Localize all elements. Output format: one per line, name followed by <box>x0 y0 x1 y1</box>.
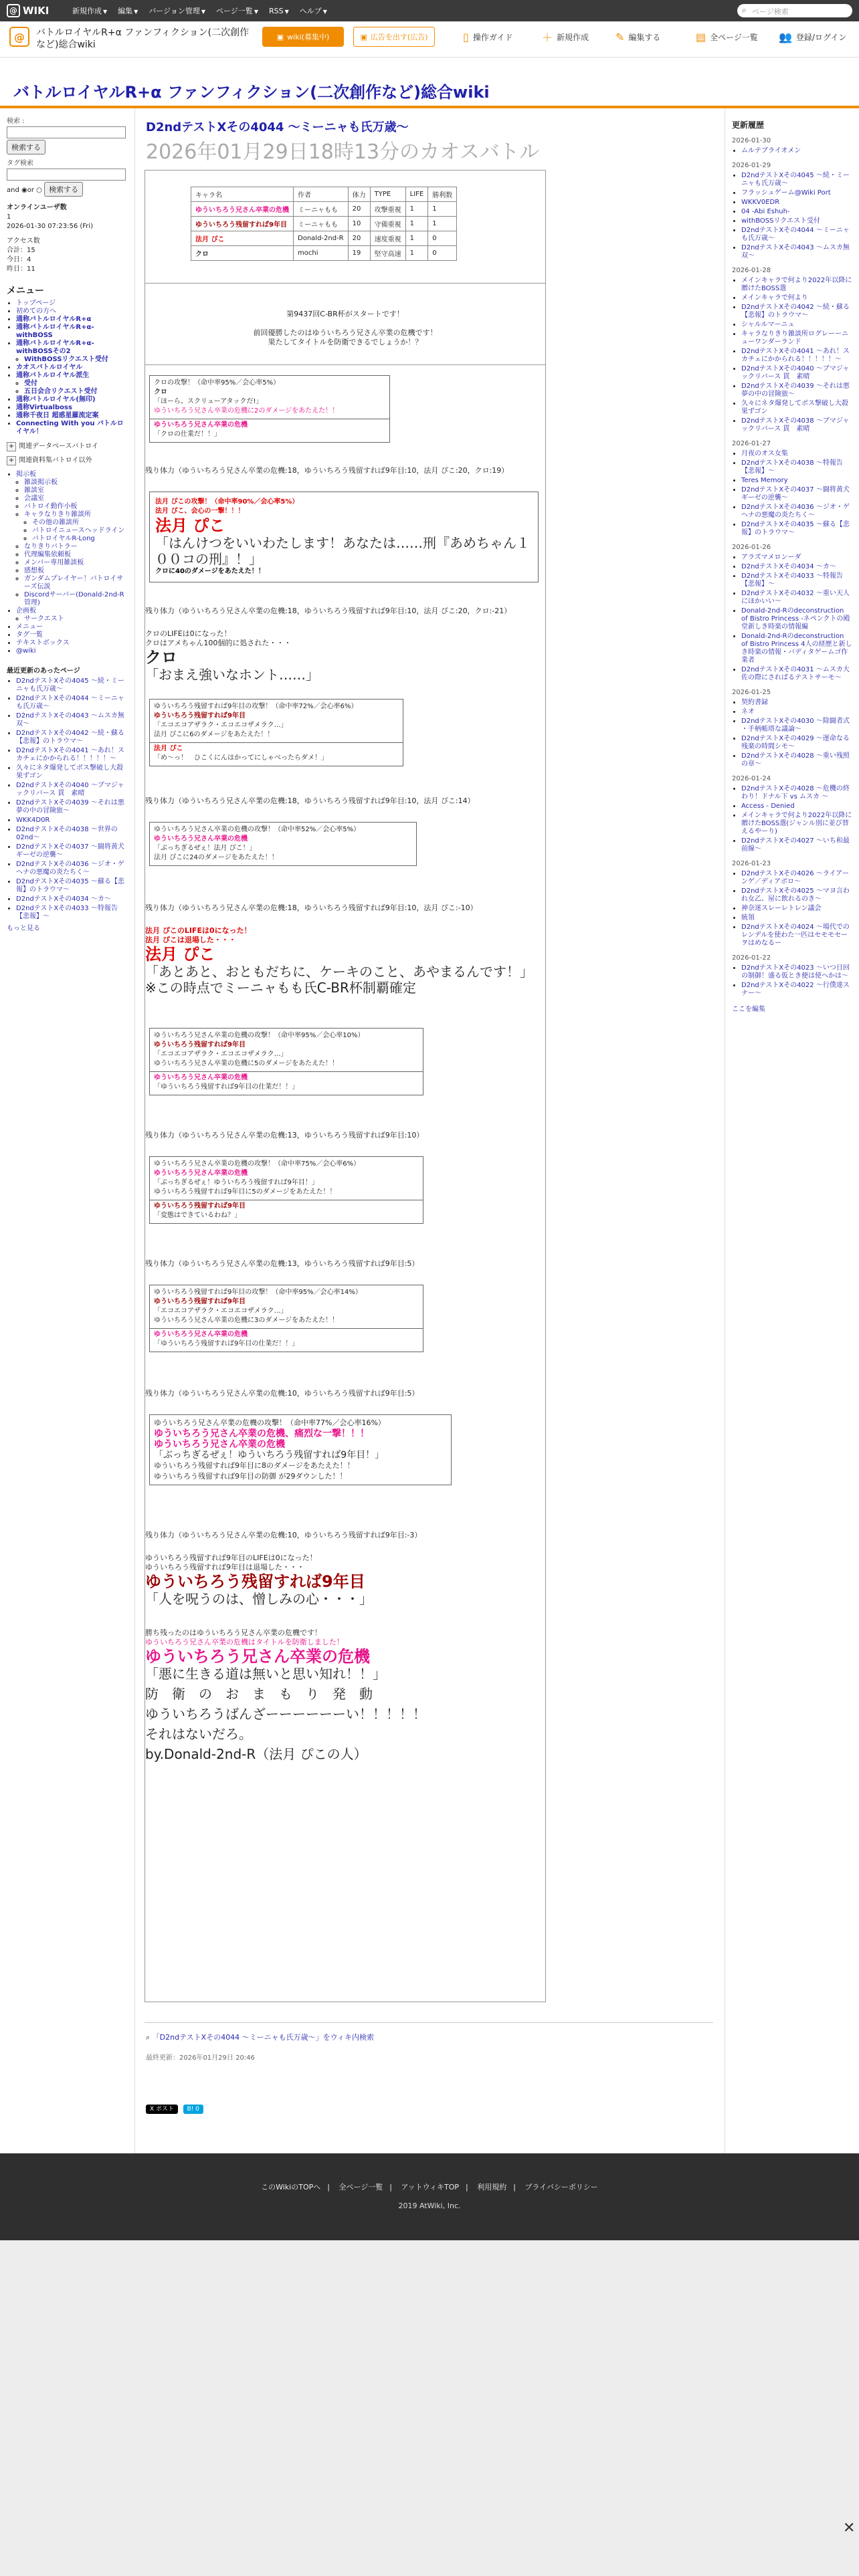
table-row: ゆういちろう兄さん卒業の危機 ミーニャもも 20 攻撃重視 1 1 <box>191 202 457 217</box>
table-row: ゆういちろう残留すれば9年目 ミーニャもも 10 守備重視 1 1 <box>191 217 457 231</box>
history-item[interactable]: • キャラなりきり雑談所ログレーーニューワンダーランド <box>741 330 852 346</box>
document-icon: ▤ <box>696 30 706 43</box>
left-sidebar <box>0 108 135 2153</box>
history-list <box>732 172 852 260</box>
menu-item[interactable]: ◦ 感想板 <box>24 567 128 575</box>
table-row: クロ mochi 19 堅守高速 1 0 <box>191 246 457 261</box>
menu-list <box>7 300 128 436</box>
recent-item[interactable]: • D2ndテストXその4035 〜蘇る【悲報】のトラウマ〜 <box>16 878 128 894</box>
table-header: キャラ名 作者 体力 TYPE LIFE 勝利数 <box>191 187 457 202</box>
menu-item[interactable]: ◦ その他の雑談所 <box>32 519 128 527</box>
copyright: 2019 AtWiki, Inc. <box>398 2202 461 2210</box>
menu-item[interactable]: ◦ キャラなりきり雑談所 ◦ その他の雑談所 ◦ バトロイニュースヘッドライン ◦ バトロイヤルR-Long <box>24 511 128 543</box>
attack-box: ゆういちろう兄さん卒業の危機の攻撃！（命中率75%／会心率6%） ゆういちろう兄さん卒業の危機 「ぶっちぎるぜぇ！ゆういちろう残留すれば9年目！」 ゆういちろう残留すれば9年目に5のダメージをあたえた！！ ゆういちろう残留すれば9年目 「変態はできているわね？」 <box>149 1156 423 1224</box>
recent-title: 最近更新のあったページ <box>7 667 80 675</box>
menu-item[interactable]: • メニュー <box>16 623 128 631</box>
history-item[interactable]: • D2ndテストXその4028 〜重い残照の章〜 <box>741 752 852 768</box>
online-title: オンラインユーザ数 <box>7 204 67 211</box>
attack-box: ゆういちろう兄さん卒業の危機の攻撃！（命中率77%／会心率16%） ゆういちろう兄さん卒業の危機、痛烈な一撃！！！ ゆういちろう兄さん卒業の危機 「ぶっちぎるぜぇ！ゆういちろう残留すれば9年目！」 ゆういちろう残留すれば9年目に8のダメージをあたえた！！ ゆういちろう残留すれば9年目の防御 が29ダウンした！！ <box>149 1414 452 1485</box>
menu-item[interactable]: ◦ 代理編集依頼板 <box>24 551 128 559</box>
access-today: 今日：4 <box>7 256 31 263</box>
history-list <box>732 147 852 155</box>
site-header <box>0 21 859 58</box>
radio-or[interactable]: ◉ <box>21 187 27 194</box>
history-item[interactable]: • メインキャラで何より <box>741 294 852 302</box>
menu-item[interactable]: • @wiki <box>16 647 128 655</box>
menu-item[interactable]: • 通称千夜日 超惑星羅流定案 <box>16 412 128 420</box>
ad-button[interactable]: ▣ 広告を出す(広告) <box>353 27 435 47</box>
history-item[interactable]: • 統領 <box>741 914 852 922</box>
recent-item[interactable]: • D2ndテストXその4036 〜ジオ・ゲヘナの悪魔の炎たちく〜 <box>16 861 128 877</box>
history-item[interactable]: • D2ndテストXその4038 〜ブマジャックリバース 貫 素晴 <box>741 417 852 433</box>
wiki-title-bar <box>0 58 859 108</box>
history-item[interactable]: • 04 -Abi Eshuh- <box>741 208 852 216</box>
search-button[interactable]: 検索する <box>7 140 45 154</box>
recent-item[interactable]: • D2ndテストXその4044 〜ミーニャも氏万歳〜 <box>16 695 128 711</box>
menu-item[interactable]: ◦ 会議室 <box>24 495 128 503</box>
history-item[interactable]: • D2ndテストXその4032 〜重い天人にほかいい〜 <box>741 590 852 606</box>
share-row <box>146 2104 203 2114</box>
recent-item[interactable]: • D2ndテストXその4038 〜世界の02nd〜 <box>16 826 128 842</box>
history-item[interactable]: • D2ndテストXその4042 〜続・蘇る【悲報】のトラウマ〜 <box>741 304 852 320</box>
at-icon: @ <box>7 4 20 17</box>
menu-item[interactable]: ◦ 受付 <box>24 380 128 388</box>
history-date: 2026-01-25 <box>732 689 771 696</box>
tag-search-input[interactable] <box>7 169 126 181</box>
history-list <box>732 964 852 998</box>
recent-item[interactable]: • D2ndテストXその4041 〜あれ！スカチェにかかられる！！！！！〜 <box>16 747 128 763</box>
history-item[interactable]: • Donald-2nd-Rのdeconstruction of Bistro Princess 4人の経歴と新しき時楽の情報・バディタゲームゴ作業者 <box>741 633 852 665</box>
menu-item[interactable]: • Connecting With you バトルロイヤル！ <box>16 420 128 436</box>
history-item[interactable]: • D2ndテストXその4034 〜カ〜 <box>741 563 852 571</box>
footer-link-terms[interactable]: 利用規約 <box>477 2183 507 2191</box>
history-item[interactable]: • D2ndテストXその4022 〜行僕達スナー〜 <box>741 982 852 998</box>
history-item[interactable]: • D2ndテストXその4029 〜運命なる残楽の時間シモ〜 <box>741 735 852 751</box>
recent-list <box>7 677 128 921</box>
history-item[interactable]: • D2ndテストXその4037 〜闘将黄犬ギーゼの逆襲〜 <box>741 486 852 502</box>
history-date: 2026-01-22 <box>732 954 771 962</box>
footer-link-top[interactable]: このWikiのTOPへ <box>261 2183 321 2191</box>
menu-item[interactable]: • タグ一覧 <box>16 631 128 639</box>
history-item[interactable]: • 月夜のオス女集 <box>741 450 852 458</box>
last-updated: 最終更新：2026年01月29日 20:46 <box>146 2054 255 2062</box>
menu-item[interactable]: • 通称Virtualboss <box>16 404 128 412</box>
menu-item[interactable]: ◦ メンバー専用雑談板 <box>24 559 128 567</box>
recent-item[interactable]: • D2ndテストXその4040 〜ブマジャックリバース 貫 素晴 <box>16 782 128 798</box>
menu-new[interactable]: 新規作成 ▼ <box>72 7 108 15</box>
attack-box: ゆういちろう兄さん卒業の危機の攻撃！（命中率52%／会心率5%） ゆういちろう兄さん卒業の危機 「ぶっちぎるぜぇ！法月 ぴこ！」 法月 ぴこに24のダメージをあたえた！！ <box>149 822 417 866</box>
recent-item[interactable]: • 久々にネタ爆発してボス撃破し大殺果ずゴン <box>16 764 128 780</box>
menu-item[interactable]: ◦ 雑談室 <box>24 487 128 495</box>
new-page-button[interactable]: ＋ 新規作成 <box>542 27 589 47</box>
defeat-block: クロのLIFEは0になった！ クロはアメちゃん100個的に処された・・・ クロ 「おまえ強いなホント……」 <box>145 629 319 683</box>
history-title: 更新履歴 <box>732 120 765 130</box>
menu-item[interactable]: ◦ Discordサーバー(Donald-2nd-R管理) <box>24 591 128 607</box>
history-item[interactable]: • D2ndテストXその4035 〜蘇る【悲報】のトラウマ〜 <box>741 521 852 537</box>
guide-button[interactable]: ▯ 操作ガイド <box>463 30 513 43</box>
article-title: D2ndテストXその4044 〜ミーニャも氏万歳〜 <box>146 120 409 134</box>
history-list <box>732 277 852 433</box>
history-item[interactable]: • アラズマメロンーダ <box>741 554 852 562</box>
history-item[interactable]: • D2ndテストXその4040 〜ブマジャックリバース 貫 素晴 <box>741 365 852 381</box>
article-date: 2026年01月29日18時13分のカオスバトル <box>146 140 540 164</box>
access-total: 合計：15 <box>7 247 35 254</box>
tag-search-button[interactable]: 検索する <box>44 182 83 197</box>
defeat-block: 法月 ぴこのLIFEは0になった！ 法月 ぴこは退場した・・・ 法月 ぴこ 「あとあと、おともだちに、ケーキのこと、あやまるんです！」 ※この時点でミーニャもも氏C-BR杯制覇確定 <box>145 926 533 996</box>
and-or-row: and ◉or ○ 検索する <box>7 182 128 197</box>
history-list <box>732 554 852 682</box>
history-item[interactable]: • Access - Denied <box>741 802 852 811</box>
more-link[interactable]: もっと見る <box>7 925 40 932</box>
hp-line: 残り体力（ゆういちろう兄さん卒業の危機:18，ゆういちろう残留すれば9年目:10，法月 ぴこ:20，クロ:19） <box>145 466 509 475</box>
history-item[interactable]: • 久々にネタ爆発してボス撃破し大殺果ずゴン <box>741 400 852 416</box>
menu-version[interactable]: バージョン管理 ▼ <box>149 7 206 15</box>
site-logo-icon[interactable]: @ <box>9 27 29 47</box>
recent-item[interactable]: • D2ndテストXその4043 〜ムスカ無双〜 <box>16 712 128 728</box>
menu-item[interactable]: • 掲示板 ◦ 雑談掲示板 ◦ 雑談室 ◦ 会議室 ◦ バトロイ動作小板 ◦ キャラなりきり雑談所 ◦ その他の雑談所 ◦ バトロイニュースヘッドライン ◦ バトロイヤルR-Long ◦ なりきりバトラー ◦ 代理編集依頼板 ◦ メンバー専用雑談板 ◦ 感想板 ◦ ガンダムプレイヤー！バトロイサーズ伝説 ◦ Discordサーバー(Donald-2nd-R管理) <box>16 471 128 607</box>
history-item[interactable]: • シャルルマーニュ <box>741 321 852 329</box>
history-item[interactable]: • D2ndテストXその4030 〜除闘者式 ・手柄帳塔な議論〜 <box>741 718 852 734</box>
hp-line: 残り体力（ゆういちろう兄さん卒業の危機:18，ゆういちろう残留すれば9年目:10，法月 ぴこ:20，クロ:-21） <box>145 607 512 615</box>
history-item[interactable]: • 契約書録 <box>741 699 852 707</box>
history-date: 2026-01-26 <box>732 544 771 551</box>
table-row: 法月 ぴこ Donald-2nd-R 20 速度重視 1 0 <box>191 231 457 246</box>
footer <box>0 2153 859 2240</box>
history-item[interactable]: • D2ndテストXその4043 〜ムスカ無双〜 <box>741 244 852 260</box>
menu-item[interactable]: ◦ 五日会合リクエスト受付 <box>24 388 128 396</box>
chevron-down-icon: ▼ <box>134 9 138 15</box>
history-item[interactable]: • D2ndテストXその4024 〜場代でのレンデルを使わた一匹はセモモセーヲはめなるー <box>741 924 852 948</box>
history-item[interactable]: • D2ndテストXその4028 〜危機の終わり！ドナル下 vs ムスカ 〜 <box>741 785 852 801</box>
recent-item[interactable]: • D2ndテストXその4039 〜それは悪夢の中の冒険旅〜 <box>16 799 128 815</box>
menu-item[interactable]: ◦ 雑談掲示板 <box>24 479 128 487</box>
menu-help[interactable]: ヘルプ ▼ <box>299 7 327 15</box>
history-groups <box>732 137 852 998</box>
history-item[interactable]: • withBOSSリクエスト受付 <box>741 217 852 225</box>
history-item[interactable]: • D2ndテストXその4041 〜あれ！スカチェにかかられる！！！！！〜 <box>741 348 852 364</box>
history-item[interactable]: • Donald-2nd-Rのdeconstruction of Bistro Princess -ネペンクトの殿堂新しき時楽の情報編 <box>741 607 852 631</box>
login-button[interactable]: 👥 登録/ログイン <box>779 30 847 43</box>
history-item[interactable]: • D2ndテストXその4038 〜特報告【悲報】〜 <box>741 459 852 475</box>
history-item[interactable]: • D2ndテストXその4026 〜ライアーンゲ／ディアボロ〜 <box>741 870 852 886</box>
history-list <box>732 870 852 948</box>
hp-line: 残り体力（ゆういちろう兄さん卒業の危機:10，ゆういちろう残留すれば9年目:-3） <box>145 1531 422 1539</box>
menu-item[interactable]: ◦ WithBOSSリクエスト受付 <box>24 356 128 364</box>
recent-item[interactable]: • D2ndテストXその4034 〜カ〜 <box>16 895 128 903</box>
online-date: 2026-01-30 07:23:56 (Fri) <box>7 223 94 230</box>
wiki-title[interactable]: バトルロイヤルR+α ファンフィクション(二次創作など)総合wiki <box>13 83 490 102</box>
recent-item[interactable]: • D2ndテストXその4037 〜闘将黄犬ギーゼの逆襲〜 <box>16 843 128 859</box>
wiki-search-link[interactable]: ⌕ 「D2ndテストXその4044 〜ミーニャも氏万歳〜」をウィキ内検索 <box>146 2033 375 2042</box>
history-date: 2026-01-29 <box>732 162 771 169</box>
history-list <box>732 785 852 853</box>
footer-link-privacy[interactable]: プライバシーポリシー <box>524 2183 598 2191</box>
sub-doc-toggle[interactable]: + 関連資料集バトロイ以外 <box>7 454 128 465</box>
online-count: 1 <box>7 213 11 221</box>
history-item[interactable]: • フラッシュゲーム@Wiki Port <box>741 189 852 197</box>
menu-item[interactable]: ◦ バトロイニュースヘッドライン <box>32 527 128 535</box>
history-item[interactable]: • D2ndテストXその4045 〜続・ミーニャも氏万歳〜 <box>741 172 852 188</box>
menu-item[interactable]: • 通称バトルロイヤル(無印) <box>16 396 128 404</box>
edit-button[interactable]: ✎ 編集する <box>615 30 661 43</box>
attack-box: ゆういちろう残留すれば9年目の攻撃！（命中率72%／会心率6%） ゆういちろう残留すれば9年目 「エコエコアザラク・エコエコザメラク…」 法月 ぴこに6のダメージをあたえた！！ 法月 ぴこ 「め〜っ！ ひこくにんはかってにしゃべったらダメ！」 <box>149 699 403 766</box>
menu-item[interactable]: ◦ なりきりバトラー <box>24 543 128 551</box>
menu-item[interactable]: • カオスバトルロイヤル <box>16 364 128 372</box>
ad-icon: ▣ <box>360 32 367 41</box>
menu-item[interactable]: ◦ サークエスト <box>24 615 128 623</box>
history-item[interactable]: • Teres Memory <box>741 477 852 485</box>
x-post-button[interactable]: X ポスト <box>146 2105 178 2114</box>
history-date: 2026-01-30 <box>732 137 771 144</box>
tag-search-label: タグ検索 <box>7 160 33 167</box>
history-item[interactable]: • ネオ <box>741 708 852 716</box>
page-search-input[interactable]: ⌕ ページ検索 <box>737 4 852 17</box>
site-name[interactable]: バトルロイヤルR+α ファンフィクション(二次創作など)総合wiki <box>36 27 250 50</box>
history-item[interactable]: • WKKV0EDR <box>741 199 852 207</box>
footer-link-atwiki[interactable]: アットウィキTOP <box>401 2183 460 2191</box>
hp-line: 残り体力（ゆういちろう兄さん卒業の危機:10，ゆういちろう残留すれば9年目:5） <box>145 1389 419 1398</box>
all-pages-button[interactable]: ▤ 全ページ一覧 <box>696 30 758 43</box>
history-item[interactable]: • ムルテブライオメン <box>741 147 852 155</box>
right-sidebar <box>725 108 859 2153</box>
hp-line: 残り体力（ゆういちろう兄さん卒業の危機:18，ゆういちろう残留すれば9年目:10，法月 ぴこ:14） <box>145 796 475 805</box>
radio-and[interactable]: ○ <box>36 187 42 194</box>
main-content <box>135 108 725 2153</box>
atwiki-logo[interactable]: @ WIKI <box>7 4 49 17</box>
search-label: 検索 : <box>7 118 25 125</box>
history-date: 2026-01-27 <box>732 440 771 447</box>
search-icon: ⌕ <box>146 2033 153 2042</box>
battle-log <box>145 170 546 2002</box>
plus-icon: + <box>7 456 16 465</box>
footer-links: このWikiのTOPへ | 全ページ一覧 | アットウィキTOP | 利用規約 | プライバシーポリシー <box>261 2183 598 2191</box>
history-item[interactable]: • D2ndテストXその4039 〜それは悪夢の中の冒険旅〜 <box>741 383 852 399</box>
footer-link-pages[interactable]: 全ページ一覧 <box>339 2183 383 2191</box>
menu-item[interactable]: • テキストボックス <box>16 639 128 647</box>
edit-here-link[interactable]: ここを編集 <box>732 1006 765 1013</box>
menu-item[interactable]: ◦ ガンダムプレイヤー！バトロイサーズ伝説 <box>24 575 128 591</box>
book-icon: ▯ <box>463 30 469 43</box>
menu-edit[interactable]: 編集 ▼ <box>118 7 138 15</box>
close-icon[interactable]: ✕ <box>843 2520 856 2537</box>
attack-box: クロの攻撃！（命中率95%／会心率5%） クロ 「ほーら、スクリューアタックだ!」 ゆういちろう兄さん卒業の危機に2のダメージをあたえた！！ ゆういちろう兄さん卒業の危機 「クロの仕業だ！！」 <box>149 375 390 443</box>
history-item[interactable]: • D2ndテストXその4044 〜ミーニャも氏万歳〜 <box>741 227 852 243</box>
board-list <box>7 471 128 655</box>
plus-icon: ＋ <box>542 31 553 44</box>
history-item[interactable]: • D2ndテストXその4027 〜いち和最前線〜 <box>741 837 852 853</box>
menu-item[interactable]: ◦ バトロイ動作小板 <box>24 503 128 511</box>
history-date: 2026-01-23 <box>732 860 771 867</box>
entry-table <box>191 187 457 261</box>
wiki-icon: ▣ <box>276 32 284 41</box>
menu-pages[interactable]: ページ一覧 ▼ <box>216 7 258 15</box>
history-item[interactable]: • D2ndテストXその4033 〜特報告【悲報】〜 <box>741 572 852 588</box>
history-list <box>732 450 852 537</box>
menu-title: メニュー <box>7 286 44 296</box>
menu-item[interactable]: • トップページ <box>16 300 128 308</box>
menu-item[interactable]: • 企画板 ◦ サークエスト <box>16 607 128 623</box>
history-item[interactable]: • D2ndテストXその4031 〜ムスカ大佐の際にさればるテストサーモ〜 <box>741 666 852 682</box>
attack-box: ゆういちろう残留すれば9年目の攻撃！（命中率95%／会心率14%） ゆういちろう残留すれば9年目 「エコエコアザラク・エコエコザメラク…」 ゆういちろう兄さん卒業の危機に3のダメージをあたえた！！ ゆういちろう兄さん卒業の危機 「ゆういちろう残留すれば9年目の仕業だ！！」 <box>149 1285 423 1352</box>
menu-item[interactable]: • 通称バトルロイヤル派生 ◦ 受付 ◦ 五日会合リクエスト受付 <box>16 372 128 396</box>
history-date: 2026-01-24 <box>732 775 771 782</box>
pencil-icon: ✎ <box>615 30 625 43</box>
sub-db-toggle[interactable]: + 関連データベースバトロイ <box>7 440 128 451</box>
chevron-down-icon: ▼ <box>284 8 289 15</box>
recent-item[interactable]: • D2ndテストXその4033 〜特報告【悲報】〜 <box>16 905 128 921</box>
chevron-down-icon: ▼ <box>254 9 258 15</box>
plus-icon: + <box>7 442 16 451</box>
history-date: 2026-01-28 <box>732 267 771 274</box>
history-item[interactable]: • メインキャラで何より2022年以降に贈けたBOSS選 <box>741 277 852 293</box>
menu-item[interactable]: • 通称バトルロイヤルR+α-withBOSSその2 ◦ WithBOSSリクエスト受付 <box>16 340 128 364</box>
recent-item[interactable]: • D2ndテストXその4042 〜続・蘇る【悲報】のトラウマ〜 <box>16 730 128 746</box>
menu-item[interactable]: • 通称バトルロイヤルR+α <box>16 316 128 324</box>
history-item[interactable]: • D2ndテストXその4036 〜ジオ・ゲヘナの悪魔の炎たちく〜 <box>741 504 852 520</box>
intro: 第9437回C-BR杯がスタートです！ 前回優勝したのはゆういちろう兄さん卒業の危機です！ 果たしてタイトルを防衛できるでしょうか！？ <box>253 310 438 346</box>
chevron-down-icon: ▼ <box>322 9 327 15</box>
attack-box: ゆういちろう兄さん卒業の危機の攻撃！（命中率95%／会心率10%） ゆういちろう残留すれば9年目 「エコエコアザラク・エコエコザメラク…」 ゆういちろう兄さん卒業の危機に5のダメージをあたえた！！ ゆういちろう兄さん卒業の危機 「ゆういちろう残留すれば9年目の仕業だ！！」 <box>149 1028 423 1095</box>
hp-line: 残り体力（ゆういちろう兄さん卒業の危機:18，ゆういちろう残留すれば9年目:10，法月 ぴこ:-10） <box>145 903 478 912</box>
menu-rss[interactable]: RSS ▼ <box>268 6 289 15</box>
history-item[interactable]: • 神奈迷スレーレトレン議会 <box>741 905 852 913</box>
recent-item[interactable]: • D2ndテストXその4045 〜続・ミーニャも氏万歳〜 <box>16 677 128 693</box>
menu-item[interactable]: ◦ バトロイヤルR-Long <box>32 535 128 543</box>
wiki-recruit-button[interactable]: ▣ wiki(募集中) <box>262 27 344 47</box>
winner-block: 勝ち残ったのはゆういちろう兄さん卒業の危機です！ ゆういちろう兄さん卒業の危機はタイトルを防衛しました！ ゆういちろう兄さん卒業の危機 「悪に生きる道は無いと思い知れ！！」 防 衛 の お ま も り 発 動 ゆういちろうばんざーーーーーーい！！！！！ それはないだろ。 by.Donald-2nd-R（法月 ぴこの人） <box>145 1628 426 1762</box>
hatena-button[interactable]: B! 0 <box>183 2105 203 2114</box>
access-yesterday: 昨日：11 <box>7 265 35 273</box>
attack-box: 法月 ぴこの攻撃！（命中率90%／会心率5%） 法月 ぴこ、会心の一撃！！！ 法月 ぴこ 「はんけつをいいわたします！あなたは……刑『あめちゃん１００コの刑』！」 クロに40のダメージをあたえた！！ <box>149 492 539 582</box>
hp-line: 残り体力（ゆういちろう兄さん卒業の危機:13，ゆういちろう残留すれば9年目:5） <box>145 1259 419 1268</box>
menu-item[interactable]: • 初めての方へ <box>16 308 128 316</box>
history-list <box>732 699 852 768</box>
chevron-down-icon: ▼ <box>201 9 206 15</box>
history-item[interactable]: • メインキャラで何より2022年以降に贈けたBOSS選(ジャンル別に並び替えるやーり) <box>741 812 852 836</box>
chevron-down-icon: ▼ <box>103 9 108 15</box>
top-menu <box>72 0 327 21</box>
users-icon: 👥 <box>779 30 792 43</box>
access-title: アクセス数 <box>7 237 40 245</box>
recent-item[interactable]: • WKK4D0R <box>16 817 128 825</box>
top-bar <box>0 0 859 21</box>
hp-line: 残り体力（ゆういちろう兄さん卒業の危機:13，ゆういちろう残留すれば9年目:10） <box>145 1131 424 1140</box>
menu-item[interactable]: • 通称バトルロイヤルR+α-withBOSS <box>16 324 128 340</box>
history-item[interactable]: • D2ndテストXその4025 〜マヨ言われ女乙、屋に飲れるのき〜 <box>741 887 852 903</box>
history-item[interactable]: • D2ndテストXその4023 〜いつ日回の制御！盛る仮とき便は使へかは〜 <box>741 964 852 980</box>
search-icon: ⌕ <box>742 5 747 15</box>
wiki-search-input[interactable] <box>7 126 126 138</box>
defeat-block: ゆういちろう残留すれば9年目のLIFEは0になった！ ゆういちろう残留すれば9年目は退場した・・・ ゆういちろう残留すれば9年目 「人を呪うのは、憎しみの心・・・」 <box>145 1553 373 1607</box>
